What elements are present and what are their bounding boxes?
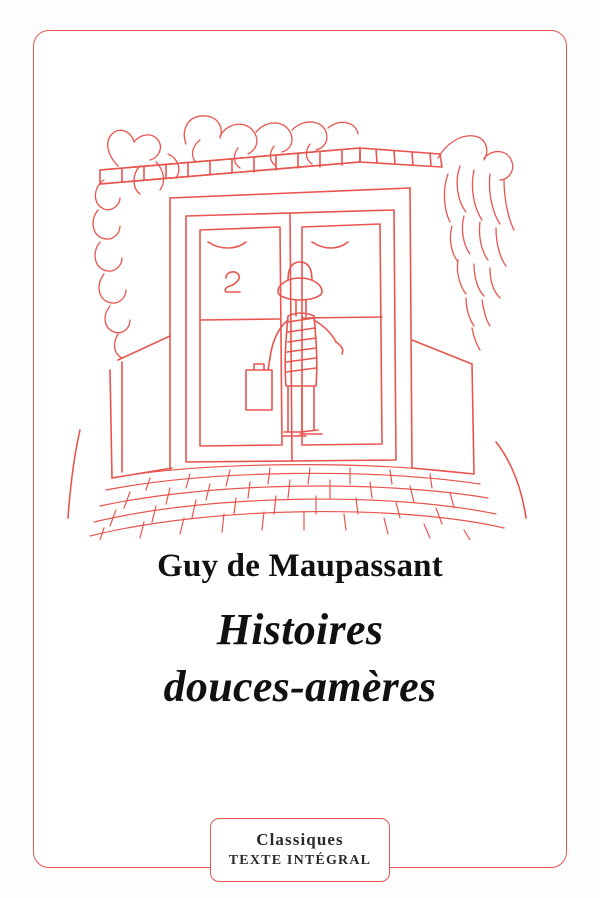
foliage-right-icon — [438, 136, 514, 350]
wall-left-icon — [110, 336, 172, 478]
cover-illustration — [60, 70, 540, 540]
collection-badge — [210, 818, 390, 882]
cobblestone-ground-icon — [90, 465, 504, 540]
wall-right-icon — [412, 340, 474, 474]
collection-subtitle: TEXTE INTÉGRAL — [228, 853, 372, 869]
collection-name: Classiques — [256, 830, 344, 849]
book-title — [0, 602, 600, 715]
author-name: Guy de Maupassant — [157, 548, 443, 584]
book-title-line-1: Histoires — [216, 605, 384, 655]
man-figure-icon — [246, 262, 343, 436]
title-block — [0, 548, 600, 715]
book-title-line-2: douces-amères — [163, 661, 437, 711]
doorway-icon — [170, 188, 412, 470]
house-number-icon — [225, 272, 240, 292]
